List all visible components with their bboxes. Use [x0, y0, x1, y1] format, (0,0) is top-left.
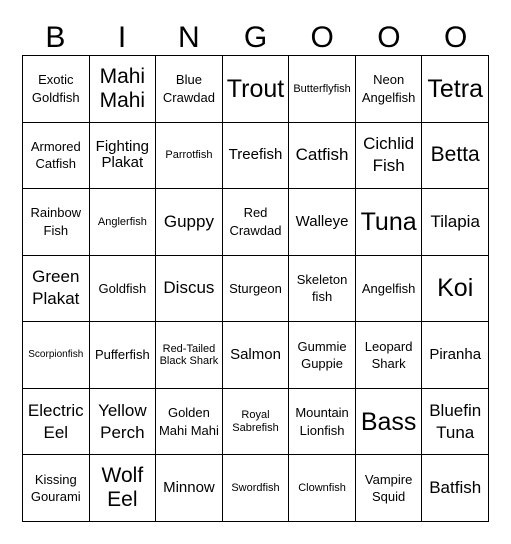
bingo-cell[interactable]: Catfish: [289, 123, 356, 190]
bingo-cell[interactable]: Bluefin Tuna: [422, 389, 489, 456]
header-letter-o3: O: [443, 21, 468, 54]
bingo-cell[interactable]: Angelfish: [356, 256, 423, 323]
bingo-cell[interactable]: Tetra: [422, 56, 489, 123]
bingo-cell[interactable]: Pufferfish: [90, 322, 157, 389]
header-letter-b: B: [45, 21, 66, 54]
bingo-cell[interactable]: Scorpionfish: [23, 322, 90, 389]
bingo-cell[interactable]: Neon Angelfish: [356, 56, 423, 123]
bingo-cell[interactable]: Kissing Gourami: [23, 455, 90, 522]
bingo-cell[interactable]: Gummie Guppie: [289, 322, 356, 389]
bingo-cell[interactable]: Anglerfish: [90, 189, 157, 256]
bingo-cell[interactable]: Bass: [356, 389, 423, 456]
bingo-cell[interactable]: Salmon: [223, 322, 290, 389]
header-letter-i: I: [117, 21, 127, 54]
bingo-cell[interactable]: Yellow Perch: [90, 389, 157, 456]
bingo-cell[interactable]: Batfish: [422, 455, 489, 522]
bingo-cell[interactable]: Koi: [422, 256, 489, 323]
bingo-cell[interactable]: Mountain Lionfish: [289, 389, 356, 456]
header-letter-o2: O: [377, 21, 401, 54]
bingo-cell[interactable]: Guppy: [156, 189, 223, 256]
bingo-cell[interactable]: Discus: [156, 256, 223, 323]
bingo-cell[interactable]: Betta: [422, 123, 489, 190]
bingo-cell[interactable]: Cichlid Fish: [356, 123, 423, 190]
bingo-cell[interactable]: Fighting Plakat: [90, 123, 157, 190]
bingo-cell[interactable]: Armored Catfish: [23, 123, 90, 190]
header-letter-o1: O: [310, 21, 334, 54]
bingo-cell[interactable]: Swordfish: [223, 455, 290, 522]
bingo-cell[interactable]: Mahi Mahi: [90, 56, 157, 123]
bingo-cell[interactable]: Treefish: [223, 123, 290, 190]
bingo-cell[interactable]: Rainbow Fish: [23, 189, 90, 256]
bingo-cell[interactable]: Butterflyfish: [289, 56, 356, 123]
bingo-cell[interactable]: Wolf Eel: [90, 455, 157, 522]
bingo-cell[interactable]: Tuna: [356, 189, 423, 256]
bingo-cell[interactable]: Clownfish: [289, 455, 356, 522]
bingo-cell[interactable]: Blue Crawdad: [156, 56, 223, 123]
bingo-cell[interactable]: Parrotfish: [156, 123, 223, 190]
bingo-cell[interactable]: Goldfish: [90, 256, 157, 323]
bingo-cell[interactable]: Exotic Goldfish: [23, 56, 90, 123]
bingo-cell[interactable]: Trout: [223, 56, 290, 123]
header-letter-g: G: [243, 21, 268, 54]
bingo-cell[interactable]: Golden Mahi Mahi: [156, 389, 223, 456]
bingo-cell[interactable]: Walleye: [289, 189, 356, 256]
bingo-cell[interactable]: Tilapia: [422, 189, 489, 256]
bingo-cell[interactable]: Electric Eel: [23, 389, 90, 456]
bingo-cell[interactable]: Red-Tailed Black Shark: [156, 322, 223, 389]
bingo-cell[interactable]: Minnow: [156, 455, 223, 522]
bingo-cell[interactable]: Piranha: [422, 322, 489, 389]
header-letter-n: N: [177, 21, 200, 54]
bingo-cell[interactable]: Sturgeon: [223, 256, 290, 323]
bingo-cell[interactable]: Red Crawdad: [223, 189, 290, 256]
bingo-cell[interactable]: Vampire Squid: [356, 455, 423, 522]
bingo-cell[interactable]: Skeleton fish: [289, 256, 356, 323]
bingo-cell[interactable]: Leopard Shark: [356, 322, 423, 389]
bingo-header: [22, 18, 489, 58]
bingo-cell[interactable]: Green Plakat: [23, 256, 90, 323]
bingo-board: [22, 55, 489, 522]
bingo-cell[interactable]: Royal Sabrefish: [223, 389, 290, 456]
